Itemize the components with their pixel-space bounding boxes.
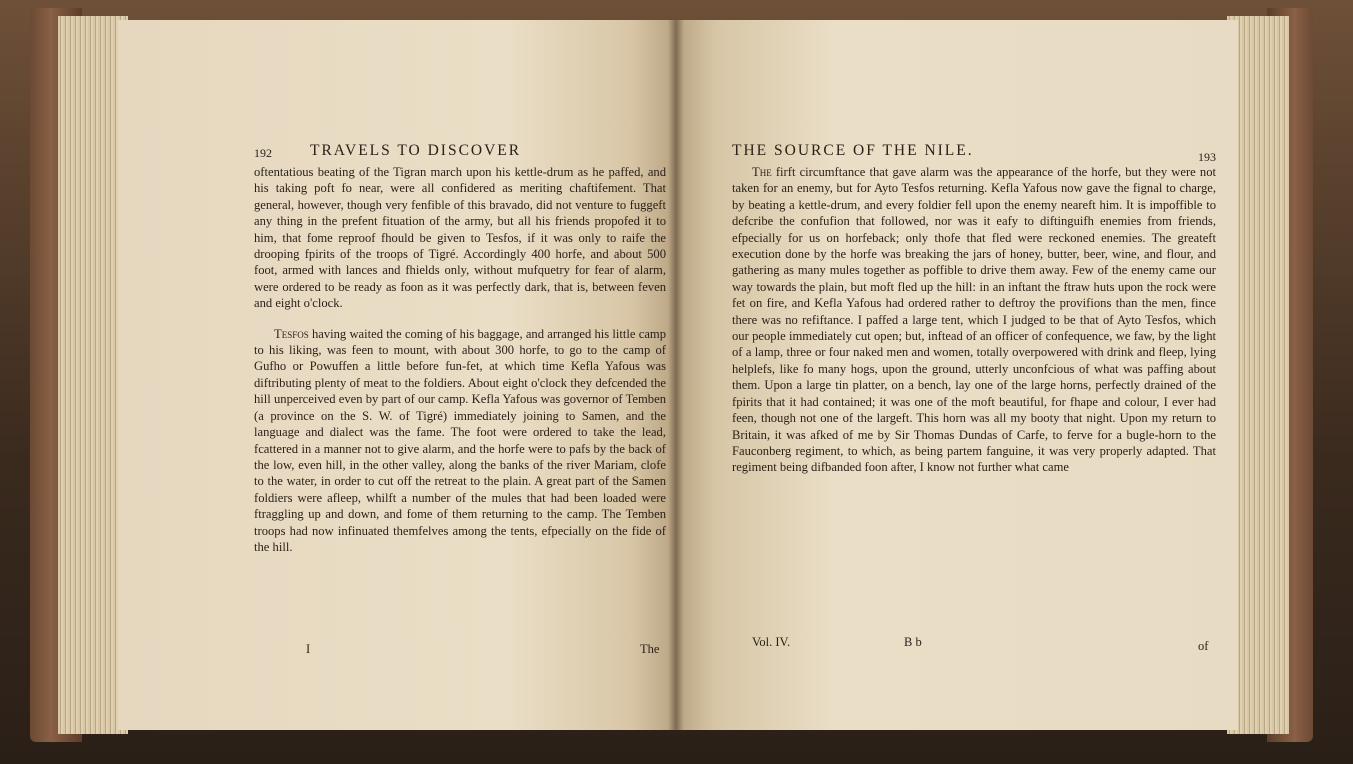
left-paragraph-2-text: having waited the coming of his baggage, and arranged his little camp to his liking, was feen to mount, with about 300 horfe, to go to the camp of Gufho or Powuffen a little before fun-fet, at which time Kefla Yafous was diftributing plenty of meat to the foldiers. About eight o'clock they defcended the hill unperceived even by part of our camp. Kefla Yafous was governor of Temben (a province on the S. W. of Tigré) immediately joining to Samen, and the language and dialect was the fame. The foot were ordered to take the lead, fcattered in a manner not to give alarm, and the horfe were to pafs by the back of the low, even hill, in the other valley, along the banks of the river Mariam, clofe to the water, in order to cut off the retreat to the plain. A great part of the Samen foldiers were afleep, whilft a number of the mules that had been loaded were ftraggling up and down, and fome of them returning to the camp. The Temben troops had now infinuated themfelves among the tents, efpecially on the fide of the hill. <box>254 326 666 554</box>
left-paragraph-2 <box>254 326 666 556</box>
right-signature-mark: B b <box>904 635 922 649</box>
right-running-head: THE SOURCE OF THE NILE. <box>732 142 974 159</box>
right-catchword: of <box>1198 639 1209 653</box>
left-paragraph-2-lead: Tesfos <box>274 326 309 341</box>
right-page <box>676 20 1238 730</box>
left-catchword: The <box>640 642 660 656</box>
right-paragraph-text: firft circumftance that gave alarm was the appearance of the horfe, but they were not taken for an enemy, but for Ayto Tesfos returning. Kefla Yafous now gave the fignal to charge, by beating a kettle-drum, and every foldier fell upon the enemy neareft him. It is impoffible to defcribe the confufion that followed, nor was it eafy to diftinguifh enemies from friends, efpecially for us on horfeback; only thofe that fled were reckoned enemies. The greateft execution done by the horfe was breaking the jars of honey, butter, beer, wine, and flour, and gathering as many mules together as poffible to drive them away. Few of the enemy came our way towards the plain, but moft fled up the hill: in an inftant the ftraw huts upon the rock were fet on fire, and Kefla Yafous had ordered rather to deftroy the provifions than the men, fince there was no refiftance. I paffed a large tent, which I judged to be that of Ayto Tesfos, which our people immediately cut open; but, inftead of an officer of confequence, we faw, by the light of a lamp, three or four naked men and women, totally overpowered with drink and fleep, lying helplefs, like fo many hogs, upon the ground, utterly unconfcious of what was paffing about them. Upon a large tin platter, on a bench, lay one of the large horns, perfectly drained of the fpirits that it had contained; it was one of the moft beautiful, for fhape and colour, I ever had feen, though not one of the largeft. This horn was all my booty that night. Upon my return to Britain, it was afked of me by Sir Thomas Dundas of Carfe, to ferve for a bugle-horn to the Fauconberg regiment, to which, as being partem fanguine, it was very properly adapted. That regiment being difbanded foon after, I know not further what came <box>732 165 1217 475</box>
right-paragraph-1 <box>732 164 1216 476</box>
right-paragraph-lead: The <box>752 165 772 179</box>
left-page-number: 192 <box>254 146 272 160</box>
left-text-column <box>254 164 666 555</box>
volume-number: Vol. IV. <box>752 635 791 649</box>
right-text-column <box>732 164 1216 476</box>
left-running-head: TRAVELS TO DISCOVER <box>310 142 522 159</box>
right-page-number: 193 <box>1198 150 1216 164</box>
book-gutter <box>668 20 684 730</box>
left-page <box>118 20 676 730</box>
left-paragraph-1: oftentatious beating of the Tigran march upon his kettle-drum as he paffed, and his taking poft fo near, were all confidered as meriting chaftifement. That general, however, though very fenfible of this bravado, did not venture to fuggeft any thing in the prefent fituation of the army, but all his friends propofed it to him, that fome reproof fhould be given to Tesfos, if it was only to raife the drooping fpirits of the troops of Tigré. Accordingly 400 horfe, and about 500 foot, armed with lances and fhields only, without mufquetry for fear of alarm, were ordered to be ready as foon as it was perfectly dark, that is, between feven and eight o'clock. <box>254 165 666 311</box>
left-signature-mark: I <box>306 642 311 656</box>
right-running-header <box>732 142 1232 164</box>
left-running-header <box>254 142 654 164</box>
